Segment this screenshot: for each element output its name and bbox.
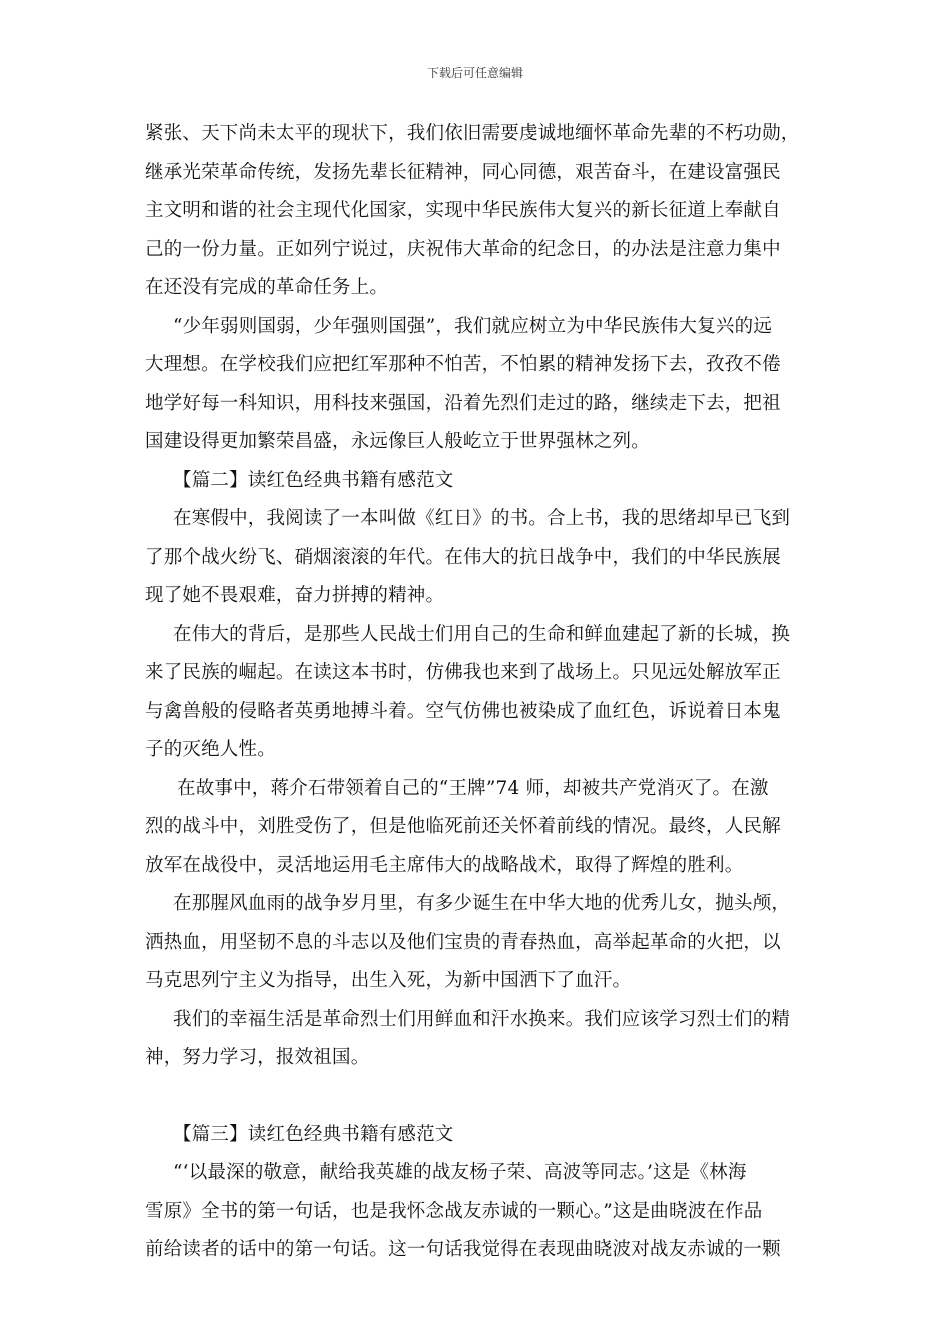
text-line: 紧张、天下尚未太平的现状下，我们依旧需要虔诚地缅怀革命先辈的不朽功勋， [145,123,800,144]
text-line: 马克思列宁主义为指导，出生入死，为新中国洒下了血汗。 [145,970,632,991]
text-line: 与禽兽般的侵略者英勇地搏斗着。空气仿佛也被染成了血红色，诉说着日本鬼 [145,700,781,722]
paragraph-gap [145,1078,815,1116]
text-line: 了那个战火纷飞、硝烟滚滚的年代。在伟大的抗日战争中，我们的中华民族展 [145,546,781,568]
text-line: 大理想。在学校我们应把红军那种不怕苦，不怕累的精神发扬下去，孜孜不倦 [145,354,781,375]
text-line: 主文明和谐的社会主现代化国家，实现中华民族伟大复兴的新长征道上奉献自 [145,200,781,221]
text-line: 我们的幸福生活是革命烈士们用鲜血和汗水换来。我们应该学习烈士们的精 [173,1008,791,1030]
text-line: 在故事中，蒋介石带领着自己的“王牌”74 师，却被共产党消灭了。在激 [177,777,769,799]
text-line: 神，努力学习，报效祖国。 [145,1047,370,1068]
text-line: 前给读者的话中的第一句话。这一句话我觉得在表现曲晓波对战友赤诚的一颗 [145,1239,781,1260]
text-line: 继承光荣革命传统，发扬先辈长征精神，同心同德，艰苦奋斗，在建设富强民 [145,161,781,183]
text-line: 【篇三】读红色经典书籍有感范文 [173,1123,454,1145]
text-line: 在伟大的背后，是那些人民战士们用自己的生命和鲜血建起了新的长城，换 [173,623,791,645]
text-line: 烈的战斗中，刘胜受伤了，但是他临死前还关怀着前线的情况。最终，人民解 [145,816,781,837]
text-line: “‘以最深的敬意，献给我英雄的战友杨子荣、高波等同志。’这是《林海 [173,1162,747,1183]
text-line: 子的灭绝人性。 [145,739,276,760]
text-line: 国建设得更加繁荣昌盛，永远像巨人般屹立于世界强林之列。 [145,431,650,452]
text-line: 来了民族的崛起。在读这本书时，仿佛我也来到了战场上。只见远处解放军正 [145,662,781,683]
text-line: 现了她不畏艰难，奋力拼搏的精神。 [145,585,445,606]
text-line: 【篇二】读红色经典书籍有感范文 [173,469,454,491]
text-line: 在那腥风血雨的战争岁月里，有多少诞生在中华大地的优秀儿女，抛头颅， [173,893,791,914]
text-line: 放军在战役中，灵活地运用毛主席伟大的战略战术，取得了辉煌的胜利。 [145,854,744,876]
text-line: 在寒假中，我阅读了一本叫做《红日》的书。合上书，我的思绪却早已飞到 [173,508,791,529]
page-header: 下载后可任意编辑 [426,66,523,80]
text-line: 洒热血，用坚韧不息的斗志以及他们宝贵的青春热血，高举起革命的火把，以 [145,931,781,953]
document-body [145,115,815,1270]
text-line: 在还没有完成的革命任务上。 [145,277,389,298]
text-line: “少年弱则国弱，少年强则国强”，我们就应树立为中华民族伟大复兴的远 [173,315,773,337]
text-line: 雪原》全书的第一句话，也是我怀念战友赤诚的一颗心。”这是曲晓波在作品 [145,1200,763,1222]
text-line: 地学好每一科知识，用科技来强国，沿着先烈们走过的路，继续走下去，把祖 [145,392,781,414]
text-line: 己的一份力量。正如列宁说过，庆祝伟大革命的纪念日，的办法是注意力集中 [145,238,781,260]
